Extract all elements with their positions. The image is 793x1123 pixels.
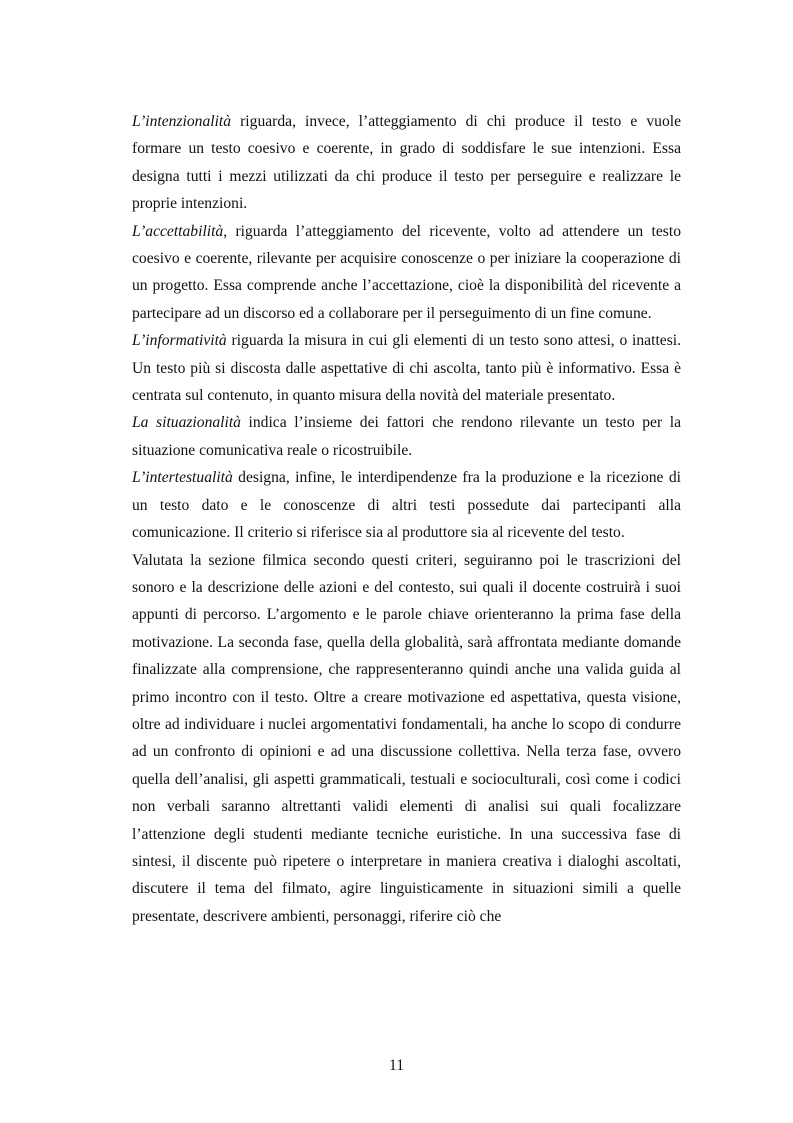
paragraph-text: , riguarda l’atteggiamento del ricevente, volto ad attendere un testo coesivo e coerente, rilevante per acquisire conoscenze o per iniziare la cooperazione di un progetto. Essa comprende anche l’accettazione, cioè la disponibilità del ricevente a partecipare ad un discorso ed a collaborare per il perseguimento di un fine comune. <box>132 222 681 322</box>
paragraph-text: riguarda, invece, l’atteggiamento di chi produce il testo e vuole formare un testo coesivo e coerente, in grado di soddisfare le sue intenzioni. Essa designa tutti i mezzi utilizzati da chi produce il testo per perseguire e realizzare le proprie intenzioni. <box>132 113 681 213</box>
term-accettabilita: L’accettabilità <box>132 222 224 240</box>
term-intenzionalita: L’intenzionalità <box>132 113 232 130</box>
page-number: 11 <box>388 1057 404 1074</box>
term-intertestualita: L’intertestualità <box>132 469 233 487</box>
paragraph-informativita <box>132 327 681 409</box>
paragraph-intenzionalita <box>132 108 681 218</box>
document-body <box>132 108 681 930</box>
paragraph-intertestualita <box>132 464 681 546</box>
paragraph-accettabilita <box>132 218 681 328</box>
paragraph-text: indica l’insieme dei fattori che rendono rilevante un testo per la situazione comunicativa reale o ricostruibile. <box>132 414 681 459</box>
term-informativita: L’informatività <box>132 332 227 350</box>
paragraph-valutazione <box>132 547 681 931</box>
paragraph-situazionalita <box>132 409 681 464</box>
paragraph-text: designa, infine, le interdipendenze fra la produzione e la ricezione di un testo dato e le conoscenze di altri testi possedute dai partecipanti alla comunicazione. Il criterio si riferisce sia al produttore sia al ricevente del testo. <box>132 469 681 542</box>
term-situazionalita: La situazionalità <box>132 414 241 432</box>
paragraph-text: riguarda la misura in cui gli elementi di un testo sono attesi, o inattesi. Un testo più si discosta dalle aspettative di chi ascolta, tanto più è informativo. Essa è centrata sul contenuto, in quanto misura della novità del materiale presentato. <box>132 332 681 405</box>
paragraph-text: Valutata la sezione filmica secondo questi criteri, seguiranno poi le trascrizioni del sonoro e la descrizione delle azioni e del contesto, sui quali il docente costruirà i suoi appunti di percorso. L’argomento e le parole chiave orienteranno la prima fase della motivazione. La seconda fase, quella della globalità, sarà affrontata mediante domande finalizzate alla comprensione, che rappresenteranno quindi anche una valida guida al primo incontro con il testo. Oltre a creare motivazione ed aspettativa, questa visione, oltre ad individuare i nuclei argomentativi fondamentali, ha anche lo scopo di condurre ad un confronto di opinioni e ad una discussione collettiva. Nella terza fase, ovvero quella dell’analisi, gli aspetti grammaticali, testuali e socioculturali, così come i codici non verbali saranno altrettanti validi elementi di analisi sui quali focalizzare l’attenzione degli studenti mediante tecniche euristiche. In una successiva fase di sintesi, il discente può ripetere o interpretare in maniera creativa i dialoghi ascoltati, discutere il tema del filmato, agire linguisticamente in situazioni simili a quelle presentate, descrivere ambienti, personaggi, riferire ciò che <box>132 551 681 925</box>
